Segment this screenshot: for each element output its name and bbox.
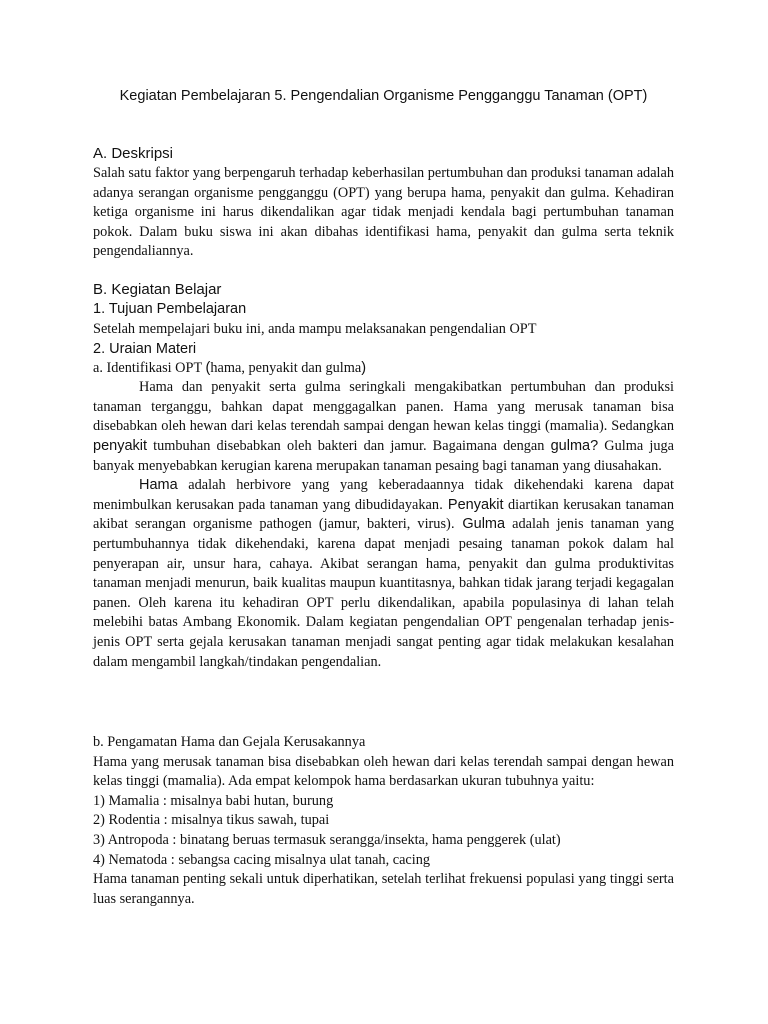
part-a-heading-paren-close: ) bbox=[361, 359, 367, 376]
p2-text-3: adalah jenis tanaman yang pertumbuhannya tidak dikehendaki, karena dapat menjadi pesaing tanaman pokok dalam hal penyerapan air, unsur hara, cahaya. Akibat serangan hama, penyakit dan gulma produktivitas tanaman menjadi menurun, baik kualitas maupun kuantitasnya, bahkan tidak jarang terjadi kegagalan panen. Oleh karena itu kehadiran OPT perlu dikendalikan, apabila populasinya di lahan telah melebihi batas Ambang Ekonomik. Dalam kegiatan pengendalian OPT pengenalan terhadap jenis-jenis OPT serta gejala kerusakan tanaman menjadi sangat penting agar tidak melakukan kesalahan dalam mengambil langkah/tindakan pengendalian. bbox=[93, 516, 675, 670]
part-a-heading-topic: hama, penyakit dan gulma bbox=[210, 359, 362, 376]
uraian-heading: 2. Uraian Materi bbox=[93, 340, 197, 357]
list-item: 4) Nematoda : sebangsa cacing misalnya ulat tanah, cacing bbox=[93, 851, 431, 868]
list-item: 3) Antropoda : binatang beruas termasuk serangga/insekta, hama penggerek (ulat) bbox=[93, 831, 561, 848]
keyword-penyakit-2: . Penyakit bbox=[439, 496, 504, 513]
part-a-paragraph-1 bbox=[93, 378, 674, 476]
p1-text-1: Hama dan penyakit serta gulma seringkali mengakibatkan pertumbuhan dan produksi tanaman terganggu, bahkan dapat menggagalkan panen. Hama yang merusak tanaman bisa disebabkan oleh hewan dari kelas terendah sampai dengan hewan kelas tinggi (mamalia). Sedangkan bbox=[93, 379, 674, 435]
part-a-heading-paren-open: ( bbox=[205, 359, 211, 376]
p2-text-2: diartikan kerusakan tanaman akibat serangan organisme pathogen (jamur, bakteri, virus) bbox=[93, 496, 674, 533]
keyword-gulma: gulma? bbox=[550, 437, 599, 454]
list-item: 1) Mamalia : misalnya babi hutan, burung bbox=[93, 792, 334, 809]
keyword-hama: Hama bbox=[139, 477, 178, 494]
section-a-paragraph: Salah satu faktor yang berpengaruh terhadap keberhasilan pertumbuhan dan produksi tanaman adalah adanya serangan organisme pengganggu (OPT) yang berupa hama, penyakit dan gulma. Kehadiran ketiga organisme ini harus dikendalikan agar tidak menjadi kendala bagi pertumbuhan tanaman pokok. Dalam buku siswa ini akan dibahas identifikasi hama, penyakit dan gulma serta teknik pengendaliannya. bbox=[93, 165, 674, 260]
document-title: Kegiatan Pembelajaran 5. Pengendalian Organisme Pengganggu Tanaman (OPT) bbox=[119, 88, 648, 104]
keyword-gulma-2: . Gulma bbox=[450, 516, 506, 533]
section-kegiatan-belajar bbox=[93, 280, 674, 672]
p1-text-3: Gulma juga banyak menyebabkan kerugian karena merupakan tanaman pesaing bagi tanaman yang diusahakan. bbox=[93, 437, 674, 474]
section-pengamatan-hama bbox=[93, 733, 674, 909]
list-item: 2) Rodentia : misalnya tikus sawah, tupai bbox=[93, 812, 330, 829]
p1-text-2: tumbuhan disebabkan oleh bakteri dan jamur. Bagaimana dengan bbox=[147, 437, 551, 454]
part-a-heading bbox=[93, 359, 674, 379]
part-b-intro: Hama yang merusak tanaman bisa disebabkan oleh hewan dari kelas terendah sampai dengan hewan kelas tinggi (mamalia). Ada empat kelompok hama berdasarkan ukuran tubuhnya yaitu: bbox=[93, 753, 674, 790]
part-a-paragraph-2 bbox=[93, 476, 674, 672]
tujuan-text: Setelah mempelajari buku ini, anda mampu melaksanakan pengendalian OPT bbox=[93, 321, 537, 337]
hama-group-list bbox=[93, 792, 674, 870]
keyword-penyakit: penyakit bbox=[93, 437, 148, 454]
p2-text-1: adalah herbivore yang yang keberadaannya tidak dikehendaki karena dapat menimbulkan kerusakan pada tanaman yang dibudidayakan bbox=[93, 477, 674, 513]
section-a-heading: A. Deskripsi bbox=[93, 145, 174, 162]
part-b-heading: b. Pengamatan Hama dan Gejala Kerusakannya bbox=[93, 734, 366, 750]
section-b-heading: B. Kegiatan Belajar bbox=[93, 281, 222, 298]
part-b-closing: Hama tanaman penting sekali untuk diperhatikan, setelah terlihat frekuensi populasi yang tinggi serta luas serangannya. bbox=[93, 871, 674, 907]
part-a-heading-prefix: a. Identifikasi OPT bbox=[93, 359, 206, 376]
tujuan-heading: 1. Tujuan Pembelajaran bbox=[93, 301, 247, 317]
section-deskripsi bbox=[93, 144, 674, 262]
